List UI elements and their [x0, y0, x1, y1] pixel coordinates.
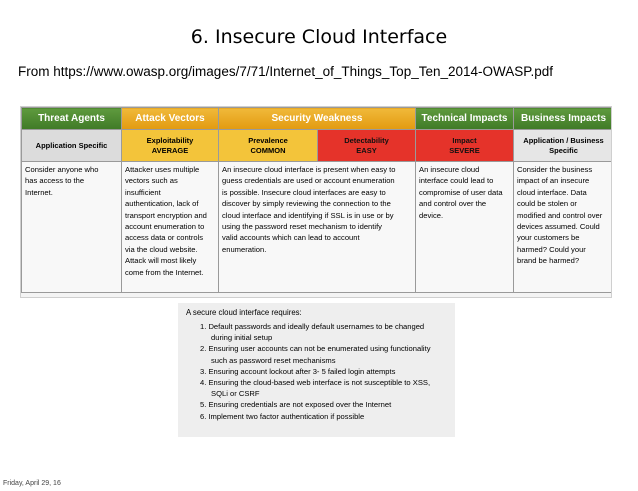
header-security-weakness: Security Weakness	[219, 108, 416, 130]
list-item: 1. Default passwords and ideally default usernames to be changed	[200, 322, 425, 331]
cell-technical-impacts: An insecure cloud interface could lead to compromise of user data and control over the device.	[416, 162, 514, 293]
header-attack-vectors: Attack Vectors	[122, 108, 219, 130]
list-item: 4. Ensuring the cloud-based web interface is not susceptible to XSS,	[200, 378, 431, 388]
requirements-title: A secure cloud interface requires:	[186, 308, 302, 317]
slide-footer-date: Friday, April 29, 16	[3, 480, 61, 487]
owasp-risk-table	[20, 106, 612, 298]
cell-business-impacts: Consider the business impact of an insecure cloud interface. Data could be stolen or modified and control over devices assumed. Could your customers be harmed? Could your brand be harmed?	[514, 162, 612, 293]
header-threat-agents: Threat Agents	[22, 108, 122, 130]
slide-title: 6. Insecure Cloud Interface	[190, 26, 448, 48]
list-item: 3. Ensuring account lockout after 3- 5 failed login attempts	[200, 366, 396, 376]
list-item: such as password reset mechanisms	[211, 355, 336, 365]
source-citation: From https://www.owasp.org/images/7/71/Internet_of_Things_Top_Ten_2014-OWASP.pdf	[18, 64, 554, 79]
cell-security-weakness: An insecure cloud interface is present when easy to guess credentials are used or account enumeration is possible. Insecure cloud interfaces are easy to discover by simply reviewing the connection to the cloud interface and identifying if SSL is in use or by using the password reset mechanism to identify valid accounts which can lead to account enumeration.	[219, 162, 416, 293]
header-business-impacts: Business Impacts	[514, 108, 612, 130]
list-item: 6. Implement two factor authentication if possible	[200, 411, 365, 421]
list-item: 2. Ensuring user accounts can not be enumerated using functionality	[200, 344, 431, 354]
list-item: during initial setup	[211, 333, 273, 343]
list-item: 5. Ensuring credentials are not exposed over the Internet	[200, 400, 392, 410]
requirements-box	[178, 303, 455, 437]
sub-detectability: Detectability EASY	[318, 130, 416, 162]
sub-application-specific: Application Specific	[22, 130, 122, 162]
sub-exploitability: Exploitability AVERAGE	[122, 130, 219, 162]
sub-impact: Impact SEVERE	[416, 130, 514, 162]
sub-business-specific: Application / Business Specific	[514, 130, 612, 162]
list-item: SQLi or CSRF	[211, 389, 260, 399]
cell-attack-vectors: Attacker uses multiple vectors such as insufficient authentication, lack of transport encryption and account enumeration to access data or controls via the cloud website. Attack will most likely come from the Internet.	[122, 162, 219, 293]
header-technical-impacts: Technical Impacts	[416, 108, 514, 130]
requirements-list	[200, 321, 431, 422]
cell-threat-agents: Consider anyone who has access to the Internet.	[22, 162, 122, 293]
sub-prevalence: Prevalence COMMON	[219, 130, 318, 162]
